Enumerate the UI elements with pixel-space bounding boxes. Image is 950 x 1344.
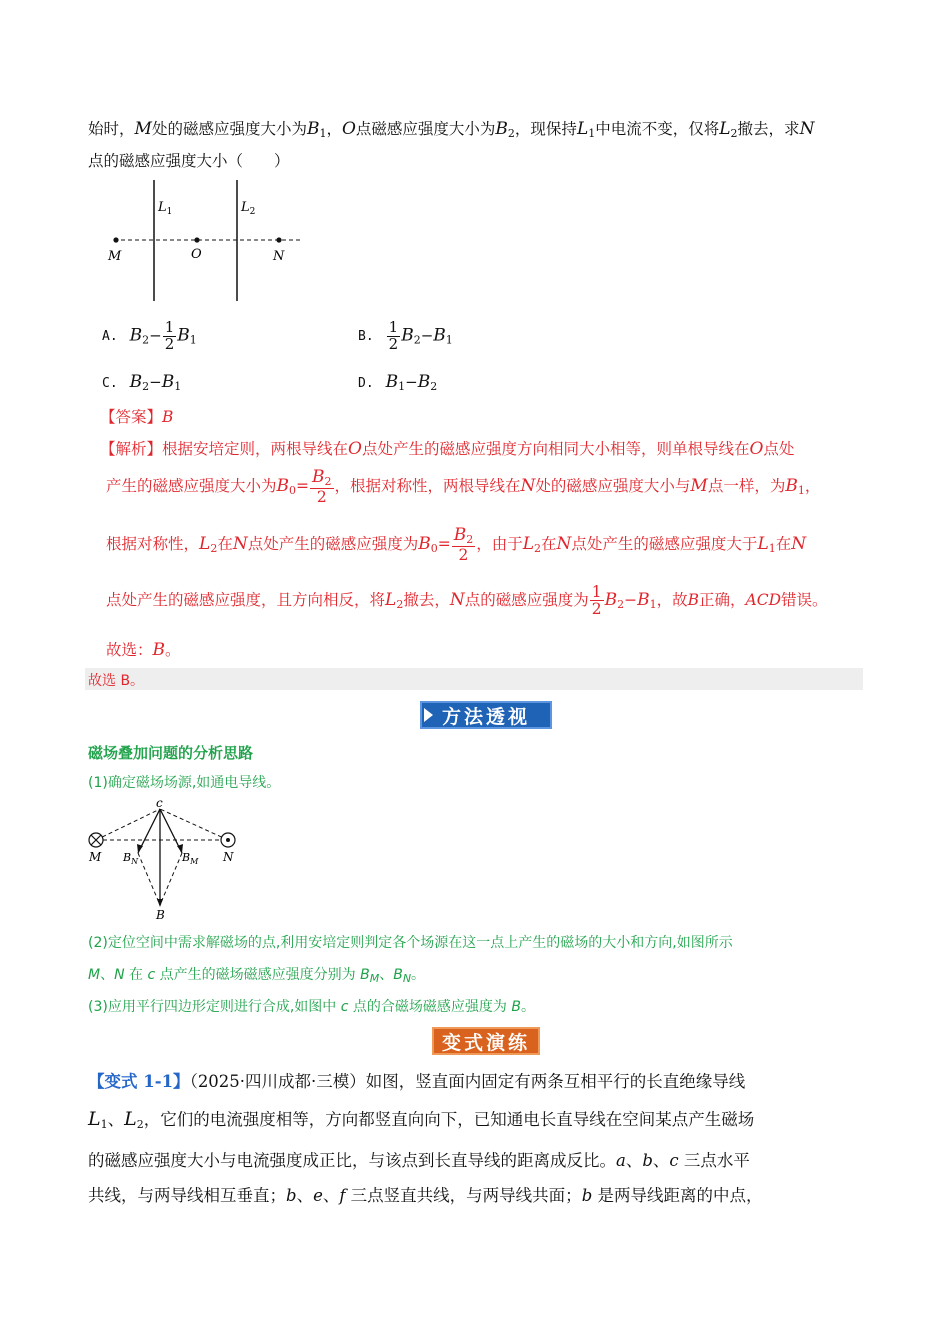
svg-text:M: M bbox=[89, 850, 102, 864]
method-step-2a: (2)定位空间中需求解磁场的点,利用安培定则判定各个场源在这一点上产生的磁场的大小和方向,如图所示 bbox=[88, 935, 733, 951]
analysis-line-2: 产生的磁感应强度大小为$B_0=$ $\frac{B_2}{2}$ ，根据对称性，两根导线在N处的磁感应强度大小与M点一样，为$B_1$， bbox=[106, 467, 821, 506]
variant-line-4: 共线，与两导线相互垂直；b、e、f 三点竖直共线，与两导线共面；b 是两导线距离的中点， bbox=[88, 1186, 763, 1205]
wire-diagram-1 bbox=[100, 175, 310, 305]
svg-text:L1: $L_1$ bbox=[158, 200, 173, 217]
svg-text:O: O bbox=[191, 247, 202, 262]
variant-line-2: $L_1$、$L_2$，它们的电流强度相等，方向都竖直向向下，已知通电长直导线在空间某点产生磁场 bbox=[88, 1108, 755, 1131]
svg-text:N: N bbox=[223, 850, 234, 864]
option-d[interactable]: D. $B_1-B_2$ bbox=[358, 372, 438, 393]
question-line-1: 始时，M处的磁感应强度大小为$B_1$，O点磁感应强度大小为$B_2$，现保持$L_1$中电流不变，仅将$L_2$撤去，求N bbox=[88, 119, 815, 140]
field-superposition-diagram bbox=[85, 797, 245, 925]
variant-line-1: 【变式 1-1】（2025·四川成都·三模）如图，竖直面内固定有两条互相平行的长直绝缘导线 bbox=[88, 1072, 746, 1091]
variant-line-3: 的磁感应强度大小与电流强度成正比，与该点到长直导线的距离成反比。a、b、c 三点水平 bbox=[88, 1151, 750, 1170]
svg-text:M: M bbox=[108, 249, 122, 264]
option-c[interactable]: C. $B_2-B_1$ bbox=[102, 372, 182, 393]
svg-text:BM: $B_M$ bbox=[182, 851, 199, 866]
svg-text:N: N bbox=[273, 249, 285, 264]
analysis-line-5: 故选：B。 bbox=[106, 640, 181, 660]
analysis-line-3: 根据对称性，$L_2$在N点处产生的磁感应强度为$B_0=$ $\frac{B_2}{2}$ ，由于$L_2$在N点处产生的磁感应强度大于$L_1$在N bbox=[106, 525, 807, 564]
analysis-line-1: 【解析】根据安培定则，两根导线在O点处产生的磁感应强度方向相同大小相等，则单根导线在O点处 bbox=[100, 439, 795, 459]
svg-text:BN: $B_N$ bbox=[123, 851, 139, 866]
method-step-1: (1)确定磁场场源,如通电导线。 bbox=[88, 775, 281, 791]
svg-text:L2: $L_2$ bbox=[241, 200, 256, 217]
svg-text:B: B bbox=[156, 908, 165, 922]
final-choice-bar bbox=[85, 668, 863, 690]
analysis-line-4: 点处产生的磁感应强度，且方向相反，将$L_2$撤去，N点的磁感应强度为 $\frac{1}{2}$ $B_2-B_1$，故B正确，ACD错误。 bbox=[106, 583, 828, 619]
method-banner: 方法透视 bbox=[420, 701, 552, 729]
option-b[interactable]: B. $\frac{1}{2}$ $B_2-B_1$ bbox=[358, 318, 453, 353]
variant-banner: 变式演练 bbox=[432, 1027, 540, 1055]
svg-text:c: c bbox=[156, 797, 163, 810]
final-choice: 故选 B。 bbox=[88, 673, 145, 689]
answer-line: 【答案】B bbox=[100, 408, 174, 426]
method-step-2b: M、N 在 c 点产生的磁场磁感应强度分别为 $B_M$、$B_N$。 bbox=[88, 967, 426, 985]
method-title: 磁场叠加问题的分析思路 bbox=[88, 744, 254, 762]
option-a[interactable]: A. $B_2-$ $\frac{1}{2}$ $B_1$ bbox=[102, 318, 197, 353]
question-line-2: 点的磁感应强度大小（ ） bbox=[88, 152, 290, 170]
method-step-3: (3)应用平行四边形定则进行合成,如图中 c 点的合磁场磁感应强度为 B。 bbox=[88, 999, 535, 1015]
banner-arrow-icon bbox=[424, 708, 433, 722]
